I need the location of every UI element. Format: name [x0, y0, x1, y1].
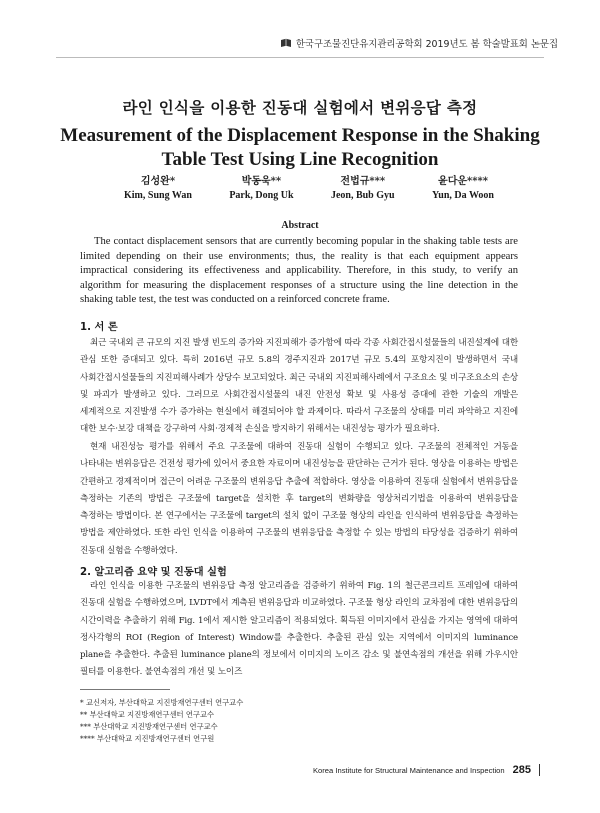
author-name-ko: 박동욱**: [241, 176, 282, 187]
section-heading-algorithm: 2. 알고리즘 요약 및 진동대 실험: [80, 567, 227, 578]
author-name-en: Park, Dong Uk: [229, 190, 294, 201]
header-divider: [56, 57, 544, 58]
footer-organization: Korea Institute for Structural Maintenance and Inspection: [312, 765, 505, 775]
title-korean: 라인 인식을 이용한 진동대 실험에서 변위응답 측정: [122, 99, 478, 117]
author-name-en: Kim, Sung Wan: [124, 190, 192, 201]
author-4: [432, 175, 494, 203]
footnote: * 교신저자, 부산대학교 지진방재연구센터 연구교수: [80, 698, 244, 707]
footnote: ** 부산대학교 지진방재연구센터 연구교수: [80, 710, 215, 719]
abstract-text: The contact displacement sensors that are currently becoming popular in the shaking table tests are limited depending on their use environments; thus, the reality is that each equipment appears impractical considering its effectiveness and applicability. Therefore, in this study, to verify an algorithm for measuring the displacement responses of a structure using the line detection in the shaking table test, the test was conducted on a reinforced concrete frame.: [80, 236, 518, 306]
author-name-ko: 윤다운****: [438, 176, 488, 187]
author-name-en: Yun, Da Woon: [432, 190, 494, 201]
footnote-divider: [80, 689, 170, 690]
body-paragraph: 라인 인식을 이용한 구조물의 변위응답 측정 알고리즘을 검증하기 위하여 Fig. 1의 철근콘크리트 프레임에 대하여 진동대 실험을 수행하였으며, LVDT에서 계측된 변위응답과 비교하였다. 구조물 형상 라인의 교차점에 대한 변위응답의 시간이력을 추출하기 위해 Fig. 1에서 제시한 알고리즘이 적용되었다. 획득된 이미지에서 관심을 가지는 영역에 대하여 정사각형의 ROI (Region of Interest) Window를 추출한다. 추출된 관심 있는 지역에서 이미지의 luminance plane을 추출한다. 추출된 luminance plane의 정보에서 이미지의 노이즈 감소 및 불연속점의 개선을 위해 가우시안 필터를 이용한다. 불연속점의 개선 및 노이즈: [80, 581, 518, 678]
running-header: [280, 36, 558, 50]
author-name-en: Jeon, Bub Gyu: [330, 190, 395, 201]
footer-divider: [539, 764, 540, 776]
title-english: Measurement of the Displacement Response in the Shaking Table Test Using Line Recognition: [60, 125, 540, 170]
abstract-heading: Abstract: [281, 220, 319, 231]
author-name-ko: 전법규***: [340, 176, 386, 187]
footnotes: [80, 697, 380, 745]
author-1: [124, 175, 192, 203]
author-2: [229, 175, 293, 203]
author-list: [124, 175, 494, 203]
book-icon: [280, 38, 292, 48]
body-paragraph: 최근 국내외 큰 규모의 지진 발생 빈도의 증가와 지진피해가 증가함에 따라 각종 사회간접시설물들의 내진설계에 대한 관심 또한 증대되고 있다. 특히 2016년 규모 5.8의 경주지진과 2017년 규모 5.4의 포항지진이 발생하면서 국내 사회간접시설물들의 지진피해사례가 상당수 보고되었다. 최근 국내외 지진피해사례에서 구조요소 및 비구조요소의 손상 및 파괴가 발생하고 있다. 그러므로 사회간접시설물의 내진 안전성 확보 및 사용성 증대에 관한 기술의 개발은 세계적으로 지진발생 수가 증가하는 현실에서 해결되어야 할 과제이다. 따라서 구조물의 상태를 미리 파악하고 지진에 대한 보수·보강 대책을 강구하여 사회·경제적 손실을 방지하기 위해서는 내진성능 평가가 필요하다.: [80, 338, 518, 435]
author-3: [331, 175, 395, 203]
page-footer: [313, 764, 540, 776]
body-paragraph: 현재 내진성능 평가를 위해서 주요 구조물에 대하여 진동대 실험이 수행되고 있다. 구조물의 전체적인 거동을 나타내는 변위응답은 건전성 평가에 있어서 중요한 자료이며 내진성능을 판단하는 근거가 된다. 영상을 이용하는 방법은 간편하고 경제적이며 접근이 어려운 구조물의 변위응답 추출에 적합하다. 영상을 이용하여 진동대 실험에서 변위응답을 측정하는 기존의 방법은 구조물에 target을 설치한 후 target의 변화량을 영상처리기법을 이용하여 변위응답을 측정하는 방법이다. 본 연구에서는 구조물에 target의 설치 없이 구조물 형상의 라인을 인식하여 변위응답을 측정하는 방법을 제안하였다. 또한 라인 인식을 이용하여 구조물의 변위응답을 측정할 수 있는 방법의 타당성을 검증하기 위하여 진동대 실험을 수행하였다.: [80, 442, 518, 556]
footnote: *** 부산대학교 지진방재연구센터 연구교수: [80, 722, 218, 731]
header-text: 한국구조물진단유지관리공학회 2019년도 봄 학술발표회 논문집: [295, 39, 558, 50]
author-name-ko: 김성완*: [140, 176, 176, 187]
footnote: **** 부산대학교 지진방재연구센터 연구원: [80, 734, 215, 743]
page-number: 285: [512, 764, 531, 776]
section-heading-introduction: 1. 서 론: [80, 322, 118, 333]
